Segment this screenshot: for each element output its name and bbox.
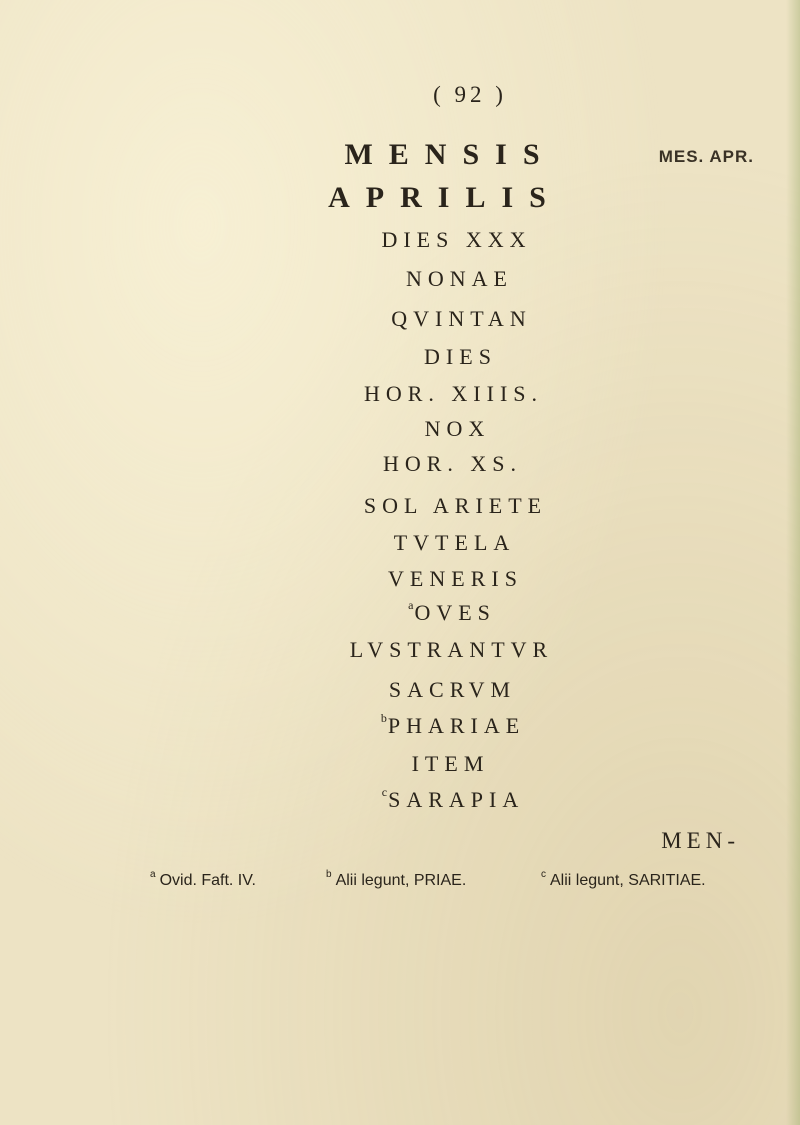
catchword: MEN- xyxy=(661,828,740,853)
footnote: $^b$ Alii legunt, PRIAE. xyxy=(326,869,467,889)
text-line: DIES xyxy=(424,344,497,369)
footnote: $^a$ Ovid. Faft. IV. xyxy=(150,869,256,889)
running-head: MES. APR. xyxy=(658,147,754,166)
text-line: SOL ARIETE xyxy=(363,493,548,518)
text-line: NONAE xyxy=(406,266,513,291)
text-line: SACRVM xyxy=(388,677,517,702)
heading-line-1: MENSIS xyxy=(344,138,556,171)
text-line: ITEM xyxy=(411,751,490,776)
text-line: QVINTAN xyxy=(391,306,532,331)
text-line: HOR. XS. xyxy=(382,451,523,476)
text-line: $^c$SARAPIA xyxy=(381,785,525,812)
footnote: $^c$ Alii legunt, SARITIAE. xyxy=(541,869,706,889)
text-line: NOX xyxy=(424,416,491,441)
heading-line-2: APRILIS xyxy=(328,181,562,214)
text-line: $^a$OVES xyxy=(408,598,496,625)
text-line: LVSTRANTVR xyxy=(349,637,554,662)
text-line: TVTELA xyxy=(393,530,516,555)
footnotes xyxy=(0,869,800,902)
page-number: ( 92 ) xyxy=(433,82,507,107)
text-line: DIES XXX xyxy=(381,227,532,252)
text-line: $^b$PHARIAE xyxy=(380,711,526,738)
text-line: HOR. XIIIS. xyxy=(363,381,544,406)
text-line: VENERIS xyxy=(388,566,523,591)
